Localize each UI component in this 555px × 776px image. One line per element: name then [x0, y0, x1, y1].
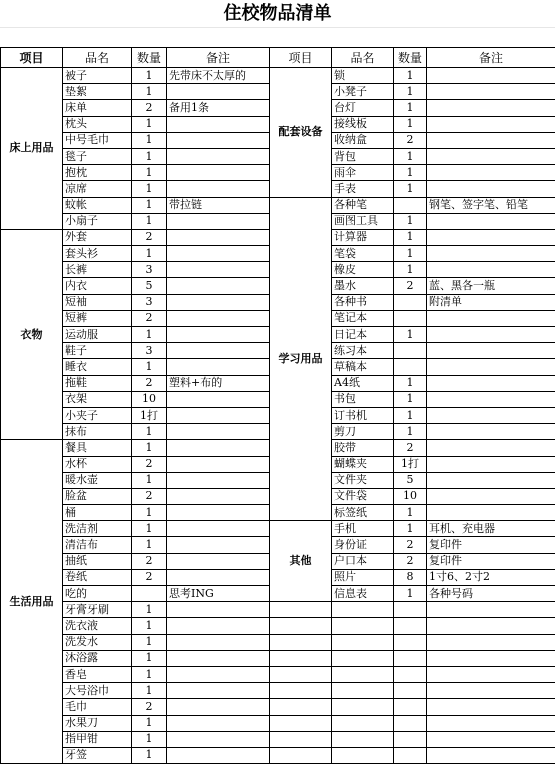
left-item-note [167, 602, 270, 618]
left-item-name: 床单 [63, 100, 132, 116]
right-item-note [427, 310, 555, 326]
left-item-note [167, 650, 270, 666]
left-item-note [167, 537, 270, 553]
left-item-qty: 3 [132, 262, 167, 278]
right-item-qty [394, 343, 427, 359]
left-item-name: 指甲钳 [63, 731, 132, 747]
left-item-qty: 1 [132, 68, 167, 84]
left-item-qty: 1 [132, 165, 167, 181]
header-name-right: 品名 [332, 48, 394, 68]
left-item-name: 抽纸 [63, 553, 132, 569]
right-item-name: 文件袋 [332, 488, 394, 504]
right-item-qty: 1 [394, 375, 427, 391]
right-item-name: 身份证 [332, 537, 394, 553]
left-item-note [167, 618, 270, 634]
left-item-qty: 1 [132, 618, 167, 634]
left-item-qty: 1 [132, 537, 167, 553]
left-item-qty: 2 [132, 229, 167, 245]
right-item-qty: 1 [394, 68, 427, 84]
left-item-note [167, 359, 270, 375]
right-empty-cell [394, 618, 427, 634]
left-item-qty: 3 [132, 294, 167, 310]
left-item-note [167, 343, 270, 359]
right-item-name: 各种笔 [332, 197, 394, 213]
left-item-name: 水杯 [63, 456, 132, 472]
right-item-note [427, 84, 555, 100]
table-row [1, 68, 555, 84]
left-item-qty: 1 [132, 731, 167, 747]
left-item-qty: 1 [132, 602, 167, 618]
right-item-note [427, 440, 555, 456]
right-item-note [427, 165, 555, 181]
right-item-note: 复印件 [427, 553, 555, 569]
left-item-name: 吃的 [63, 586, 132, 602]
right-empty-cell [332, 715, 394, 731]
right-item-note [427, 505, 555, 521]
right-item-qty: 1 [394, 84, 427, 100]
right-item-note: 各种号码 [427, 586, 555, 602]
right-empty-cell [332, 650, 394, 666]
left-item-name: 睡衣 [63, 359, 132, 375]
right-empty-cell [332, 683, 394, 699]
left-item-note [167, 327, 270, 343]
left-item-note [167, 505, 270, 521]
right-item-qty: 2 [394, 440, 427, 456]
right-item-qty: 1 [394, 521, 427, 537]
right-empty-cell [270, 602, 332, 618]
left-item-name: 毯子 [63, 148, 132, 164]
right-empty-cell [270, 666, 332, 682]
left-item-qty [132, 586, 167, 602]
left-item-note [167, 407, 270, 423]
right-item-name: 台灯 [332, 100, 394, 116]
right-item-qty: 10 [394, 488, 427, 504]
left-item-note [167, 424, 270, 440]
left-item-note [167, 488, 270, 504]
right-empty-cell [427, 618, 555, 634]
left-item-note [167, 181, 270, 197]
left-item-note [167, 148, 270, 164]
right-empty-cell [270, 747, 332, 763]
left-item-qty: 2 [132, 569, 167, 585]
table-row [1, 666, 555, 682]
left-item-name: 中号毛巾 [63, 132, 132, 148]
right-empty-cell [332, 634, 394, 650]
left-item-qty: 1 [132, 213, 167, 229]
left-item-note [167, 294, 270, 310]
table-row [1, 634, 555, 650]
left-item-note [167, 262, 270, 278]
header-note-left: 备注 [167, 48, 270, 68]
table-row [1, 650, 555, 666]
left-item-qty: 2 [132, 375, 167, 391]
left-item-qty: 1 [132, 472, 167, 488]
right-item-name: 墨水 [332, 278, 394, 294]
left-item-qty: 1 [132, 181, 167, 197]
right-empty-cell [270, 731, 332, 747]
left-item-qty: 1 [132, 148, 167, 164]
left-item-note [167, 310, 270, 326]
left-item-name: 拖鞋 [63, 375, 132, 391]
left-item-qty: 1 [132, 116, 167, 132]
left-item-note [167, 213, 270, 229]
right-item-qty: 1 [394, 181, 427, 197]
right-item-qty: 1 [394, 505, 427, 521]
table-row [1, 747, 555, 763]
left-item-name: 衣架 [63, 391, 132, 407]
left-item-qty: 2 [132, 100, 167, 116]
header-note-right: 备注 [427, 48, 555, 68]
left-item-name: 大号浴巾 [63, 683, 132, 699]
right-empty-cell [394, 699, 427, 715]
left-item-name: 洗发水 [63, 634, 132, 650]
right-empty-cell [332, 699, 394, 715]
right-item-name: 收纳盒 [332, 132, 394, 148]
right-item-note [427, 148, 555, 164]
right-item-name: 标签纸 [332, 505, 394, 521]
left-item-qty: 1 [132, 197, 167, 213]
right-empty-cell [270, 618, 332, 634]
left-item-note: 带拉链 [167, 197, 270, 213]
left-item-note [167, 229, 270, 245]
right-item-qty: 8 [394, 569, 427, 585]
right-item-name: 锁 [332, 68, 394, 84]
left-item-note: 塑料+布的 [167, 375, 270, 391]
right-empty-cell [332, 602, 394, 618]
right-item-name: 手机 [332, 521, 394, 537]
left-category-label: 生活用品 [1, 440, 63, 764]
table-row [1, 618, 555, 634]
left-item-name: 脸盆 [63, 488, 132, 504]
right-item-qty: 1 [394, 116, 427, 132]
left-item-qty: 2 [132, 488, 167, 504]
left-item-name: 长裤 [63, 262, 132, 278]
right-item-name: 文件夹 [332, 472, 394, 488]
left-item-name: 桶 [63, 505, 132, 521]
right-item-name: 户口本 [332, 553, 394, 569]
right-empty-cell [394, 650, 427, 666]
left-item-note [167, 666, 270, 682]
table-row [1, 715, 555, 731]
right-item-note [427, 116, 555, 132]
right-item-qty: 5 [394, 472, 427, 488]
right-empty-cell [427, 715, 555, 731]
left-item-name: 外套 [63, 229, 132, 245]
left-item-note [167, 747, 270, 763]
left-item-note [167, 715, 270, 731]
right-item-qty: 1 [394, 407, 427, 423]
left-item-qty: 10 [132, 391, 167, 407]
right-item-qty: 1 [394, 148, 427, 164]
left-item-name: 蚊帐 [63, 197, 132, 213]
left-item-name: 香皂 [63, 666, 132, 682]
left-item-name: 凉席 [63, 181, 132, 197]
right-empty-cell [332, 747, 394, 763]
left-item-note: 思考ING [167, 586, 270, 602]
right-item-qty: 1 [394, 100, 427, 116]
table-row [1, 699, 555, 715]
right-item-qty: 2 [394, 278, 427, 294]
right-empty-cell [332, 731, 394, 747]
left-item-qty: 1 [132, 521, 167, 537]
left-item-name: 短袖 [63, 294, 132, 310]
left-item-note [167, 472, 270, 488]
left-item-qty: 1 [132, 650, 167, 666]
left-item-name: 小夹子 [63, 407, 132, 423]
header-row [1, 48, 555, 68]
left-item-note [167, 165, 270, 181]
left-item-note [167, 278, 270, 294]
right-item-name: 雨伞 [332, 165, 394, 181]
right-empty-cell [427, 650, 555, 666]
right-item-name: 接线板 [332, 116, 394, 132]
right-item-qty: 1打 [394, 456, 427, 472]
left-item-name: 牙签 [63, 747, 132, 763]
left-item-qty: 1 [132, 634, 167, 650]
right-item-note [427, 213, 555, 229]
header-category-left: 项目 [1, 48, 63, 68]
right-empty-cell [427, 666, 555, 682]
right-item-qty: 1 [394, 391, 427, 407]
right-empty-cell [427, 747, 555, 763]
right-item-name: 蝴蝶夹 [332, 456, 394, 472]
left-item-note [167, 699, 270, 715]
right-item-qty: 1 [394, 586, 427, 602]
right-item-name: 笔袋 [332, 246, 394, 262]
right-item-note [427, 424, 555, 440]
right-item-name: 照片 [332, 569, 394, 585]
right-item-note: 耳机、充电器 [427, 521, 555, 537]
right-item-name: 画图工具 [332, 213, 394, 229]
left-item-note: 先带床不太厚的 [167, 68, 270, 84]
left-item-qty: 1 [132, 505, 167, 521]
right-item-qty [394, 294, 427, 310]
left-item-qty: 1 [132, 246, 167, 262]
right-item-qty: 2 [394, 132, 427, 148]
left-item-note [167, 246, 270, 262]
left-item-name: 鞋子 [63, 343, 132, 359]
left-item-name: 洗衣液 [63, 618, 132, 634]
left-item-qty: 2 [132, 553, 167, 569]
right-item-name: 订书机 [332, 407, 394, 423]
left-item-note [167, 456, 270, 472]
table-row [1, 683, 555, 699]
left-item-note [167, 731, 270, 747]
left-item-note [167, 84, 270, 100]
left-item-note [167, 553, 270, 569]
left-item-qty: 2 [132, 699, 167, 715]
left-item-note [167, 132, 270, 148]
left-item-name: 清洁布 [63, 537, 132, 553]
header-qty-left: 数量 [132, 48, 167, 68]
right-category-label: 其他 [270, 521, 332, 602]
right-empty-cell [394, 731, 427, 747]
left-item-qty: 1 [132, 132, 167, 148]
right-item-name: 练习本 [332, 343, 394, 359]
left-item-qty: 1 [132, 327, 167, 343]
right-item-name: 草稿本 [332, 359, 394, 375]
right-item-note [427, 359, 555, 375]
left-item-name: 抱枕 [63, 165, 132, 181]
right-item-qty: 1 [394, 246, 427, 262]
left-item-name: 牙膏牙刷 [63, 602, 132, 618]
right-empty-cell [332, 666, 394, 682]
left-item-note [167, 634, 270, 650]
left-item-qty: 1 [132, 424, 167, 440]
right-item-note [427, 375, 555, 391]
right-item-qty: 1 [394, 165, 427, 181]
right-item-qty: 2 [394, 537, 427, 553]
left-item-qty: 3 [132, 343, 167, 359]
right-item-note: 蓝、黑各一瓶 [427, 278, 555, 294]
right-item-note [427, 181, 555, 197]
right-empty-cell [427, 731, 555, 747]
left-item-note [167, 521, 270, 537]
right-item-qty: 1 [394, 213, 427, 229]
right-empty-cell [394, 602, 427, 618]
right-item-note [427, 327, 555, 343]
right-empty-cell [427, 602, 555, 618]
right-item-name: 背包 [332, 148, 394, 164]
right-empty-cell [394, 634, 427, 650]
left-item-name: 运动服 [63, 327, 132, 343]
left-item-name: 小扇子 [63, 213, 132, 229]
right-empty-cell [394, 666, 427, 682]
left-item-note [167, 391, 270, 407]
table-row [1, 197, 555, 213]
left-item-name: 毛巾 [63, 699, 132, 715]
right-item-qty: 1 [394, 327, 427, 343]
right-item-qty: 1 [394, 262, 427, 278]
right-item-name: A4纸 [332, 375, 394, 391]
right-item-note [427, 488, 555, 504]
right-category-label: 学习用品 [270, 197, 332, 521]
left-item-name: 餐具 [63, 440, 132, 456]
right-empty-cell [270, 650, 332, 666]
left-item-note [167, 569, 270, 585]
table-row [1, 602, 555, 618]
right-item-note [427, 262, 555, 278]
left-item-name: 内衣 [63, 278, 132, 294]
left-item-name: 沐浴露 [63, 650, 132, 666]
right-item-qty: 1 [394, 229, 427, 245]
left-item-name: 洗洁剂 [63, 521, 132, 537]
right-item-name: 计算器 [332, 229, 394, 245]
right-item-note [427, 391, 555, 407]
right-item-note [427, 407, 555, 423]
right-empty-cell [427, 634, 555, 650]
right-empty-cell [332, 618, 394, 634]
right-item-note [427, 472, 555, 488]
left-item-name: 枕头 [63, 116, 132, 132]
left-item-qty: 1 [132, 84, 167, 100]
right-empty-cell [270, 715, 332, 731]
right-empty-cell [270, 634, 332, 650]
right-item-qty [394, 310, 427, 326]
right-item-note [427, 132, 555, 148]
right-empty-cell [394, 683, 427, 699]
right-item-qty [394, 359, 427, 375]
left-item-note [167, 440, 270, 456]
left-item-qty: 5 [132, 278, 167, 294]
right-item-name: 橡皮 [332, 262, 394, 278]
right-item-name: 手表 [332, 181, 394, 197]
right-item-name: 信息表 [332, 586, 394, 602]
left-item-note [167, 116, 270, 132]
left-category-label: 衣物 [1, 229, 63, 439]
left-item-note: 备用1条 [167, 100, 270, 116]
left-item-qty: 1 [132, 440, 167, 456]
right-item-note: 复印件 [427, 537, 555, 553]
left-item-name: 水果刀 [63, 715, 132, 731]
left-item-name: 卷纸 [63, 569, 132, 585]
right-empty-cell [427, 699, 555, 715]
right-empty-cell [270, 699, 332, 715]
right-empty-cell [270, 683, 332, 699]
header-qty-right: 数量 [394, 48, 427, 68]
left-item-qty: 1打 [132, 407, 167, 423]
checklist-table [0, 47, 555, 764]
right-item-name: 剪刀 [332, 424, 394, 440]
right-item-name: 日记本 [332, 327, 394, 343]
right-item-note [427, 343, 555, 359]
right-item-note: 附清单 [427, 294, 555, 310]
blank-row [0, 27, 555, 48]
right-item-note [427, 229, 555, 245]
right-item-note [427, 246, 555, 262]
left-item-qty: 1 [132, 747, 167, 763]
table-row [1, 521, 555, 537]
right-item-note [427, 100, 555, 116]
right-item-note: 1寸6、2寸2 [427, 569, 555, 585]
header-category-right: 项目 [270, 48, 332, 68]
left-item-qty: 1 [132, 683, 167, 699]
right-empty-cell [427, 683, 555, 699]
table-row [1, 731, 555, 747]
page-title: 住校物品清单 [223, 3, 332, 24]
header-name-left: 品名 [63, 48, 132, 68]
left-item-note [167, 683, 270, 699]
right-item-note: 钢笔、签字笔、铅笔 [427, 197, 555, 213]
right-item-qty [394, 197, 427, 213]
right-item-qty: 2 [394, 553, 427, 569]
left-item-qty: 2 [132, 310, 167, 326]
left-item-name: 被子 [63, 68, 132, 84]
right-item-qty: 1 [394, 424, 427, 440]
left-item-qty: 1 [132, 715, 167, 731]
left-category-label: 床上用品 [1, 68, 63, 230]
right-empty-cell [394, 747, 427, 763]
left-item-name: 抹布 [63, 424, 132, 440]
right-empty-cell [394, 715, 427, 731]
right-category-label: 配套设备 [270, 68, 332, 198]
right-item-name: 书包 [332, 391, 394, 407]
left-item-qty: 2 [132, 456, 167, 472]
left-item-qty: 1 [132, 359, 167, 375]
right-item-name: 小凳子 [332, 84, 394, 100]
right-item-note [427, 456, 555, 472]
right-item-note [427, 68, 555, 84]
left-item-qty: 1 [132, 666, 167, 682]
left-item-name: 套头衫 [63, 246, 132, 262]
right-item-name: 各种书 [332, 294, 394, 310]
right-item-name: 胶带 [332, 440, 394, 456]
left-item-name: 暖水壶 [63, 472, 132, 488]
right-item-name: 笔记本 [332, 310, 394, 326]
left-item-name: 短裤 [63, 310, 132, 326]
left-item-name: 垫絮 [63, 84, 132, 100]
